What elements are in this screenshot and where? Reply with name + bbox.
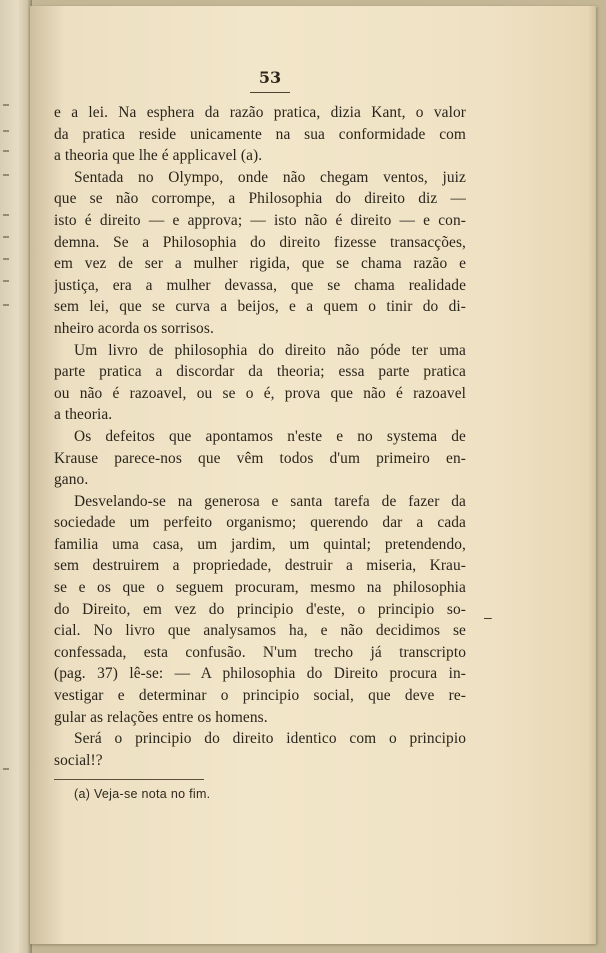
margin-mark: – [484, 609, 492, 625]
gutter-mark [3, 236, 9, 238]
text-line: gular as relações entre os homens. [54, 708, 268, 726]
page-number-rule [250, 92, 290, 93]
text-line: justiça, era a mulher devassa, que se chama realidade [54, 276, 466, 294]
text-line: familia uma casa, um jardim, um quintal; pretendendo, [54, 535, 466, 553]
book-page [30, 6, 596, 944]
text-line: sem lei, que se curva a beijos, e a quem o tinir do di- [54, 298, 466, 316]
body-text [54, 102, 466, 771]
text-line: Krause parece-nos que vêm todos d'um primeiro en- [54, 449, 466, 467]
text-line: vestigar e determinar o principio social, que deve re- [54, 687, 466, 705]
text-line: cial. No livro que analysamos ha, e não decidimos se [54, 622, 466, 640]
page-number: 53 [258, 68, 282, 87]
text-line: Será o principio do direito identico com o principio [74, 730, 466, 748]
text-line: a theoria que lhe é applicavel (a). [54, 147, 263, 165]
text-line: e a lei. Na esphera da razão pratica, dizia Kant, o valor [54, 104, 466, 121]
gutter-mark [3, 214, 9, 216]
text-line: Sentada no Olympo, onde não chegam ventos, juiz [74, 168, 466, 186]
text-line: isto é direito — e approva; — isto não é direito — e con- [54, 211, 466, 229]
gutter-mark [3, 768, 9, 770]
text-line: (pag. 37) lê-se: — A philosophia do Direito procura in- [54, 665, 466, 683]
page-edge-shadow [588, 6, 596, 944]
text-line: ou não é razoavel, ou se o é, prova que não é razoavel [54, 384, 466, 402]
text-line: da pratica reside unicamente na sua conformidade com [54, 125, 466, 143]
text-line: parte pratica a discordar da theoria; essa parte pratica [54, 363, 466, 381]
gutter-mark [3, 130, 9, 132]
footnote: (a) Veja-se nota no fim. [74, 787, 211, 801]
previous-page-edge [0, 0, 32, 953]
text-line: social!? [54, 751, 103, 769]
text-line: do Direito, em vez do principio d'este, o principio so- [54, 600, 466, 618]
gutter-mark [3, 280, 9, 282]
text-line: Os defeitos que apontamos n'este e no systema de [74, 427, 466, 445]
text-line: Desvelando-se na generosa e santa tarefa de fazer da [74, 492, 466, 510]
text-line: se e os que o seguem procuram, mesmo na philosophia [54, 579, 466, 597]
text-line: em vez de ser a mulher rigida, que se chama razão e [54, 255, 466, 273]
text-line: nheiro acorda os sorrisos. [54, 319, 214, 337]
gutter-mark [3, 104, 9, 106]
text-line: que se não corrompe, a Philosophia do direito diz — [54, 190, 466, 208]
gutter-mark [3, 150, 9, 152]
text-line: Um livro de philosophia do direito não póde ter uma [74, 341, 466, 359]
gutter-mark [3, 258, 9, 260]
gutter-mark [3, 304, 9, 306]
gutter-mark [3, 174, 9, 176]
text-line: a theoria. [54, 406, 113, 424]
footnote-rule [54, 779, 204, 780]
text-line: demna. Se a Philosophia do direito fizesse transacções, [54, 233, 466, 251]
text-line: gano. [54, 471, 89, 489]
text-line: confessada, esta confusão. N'um trecho já transcripto [54, 643, 466, 661]
text-line: sem destruirem a propriedade, destruir a miseria, Krau- [54, 557, 466, 575]
text-line: sociedade um perfeito organismo; querendo dar a cada [54, 514, 466, 532]
